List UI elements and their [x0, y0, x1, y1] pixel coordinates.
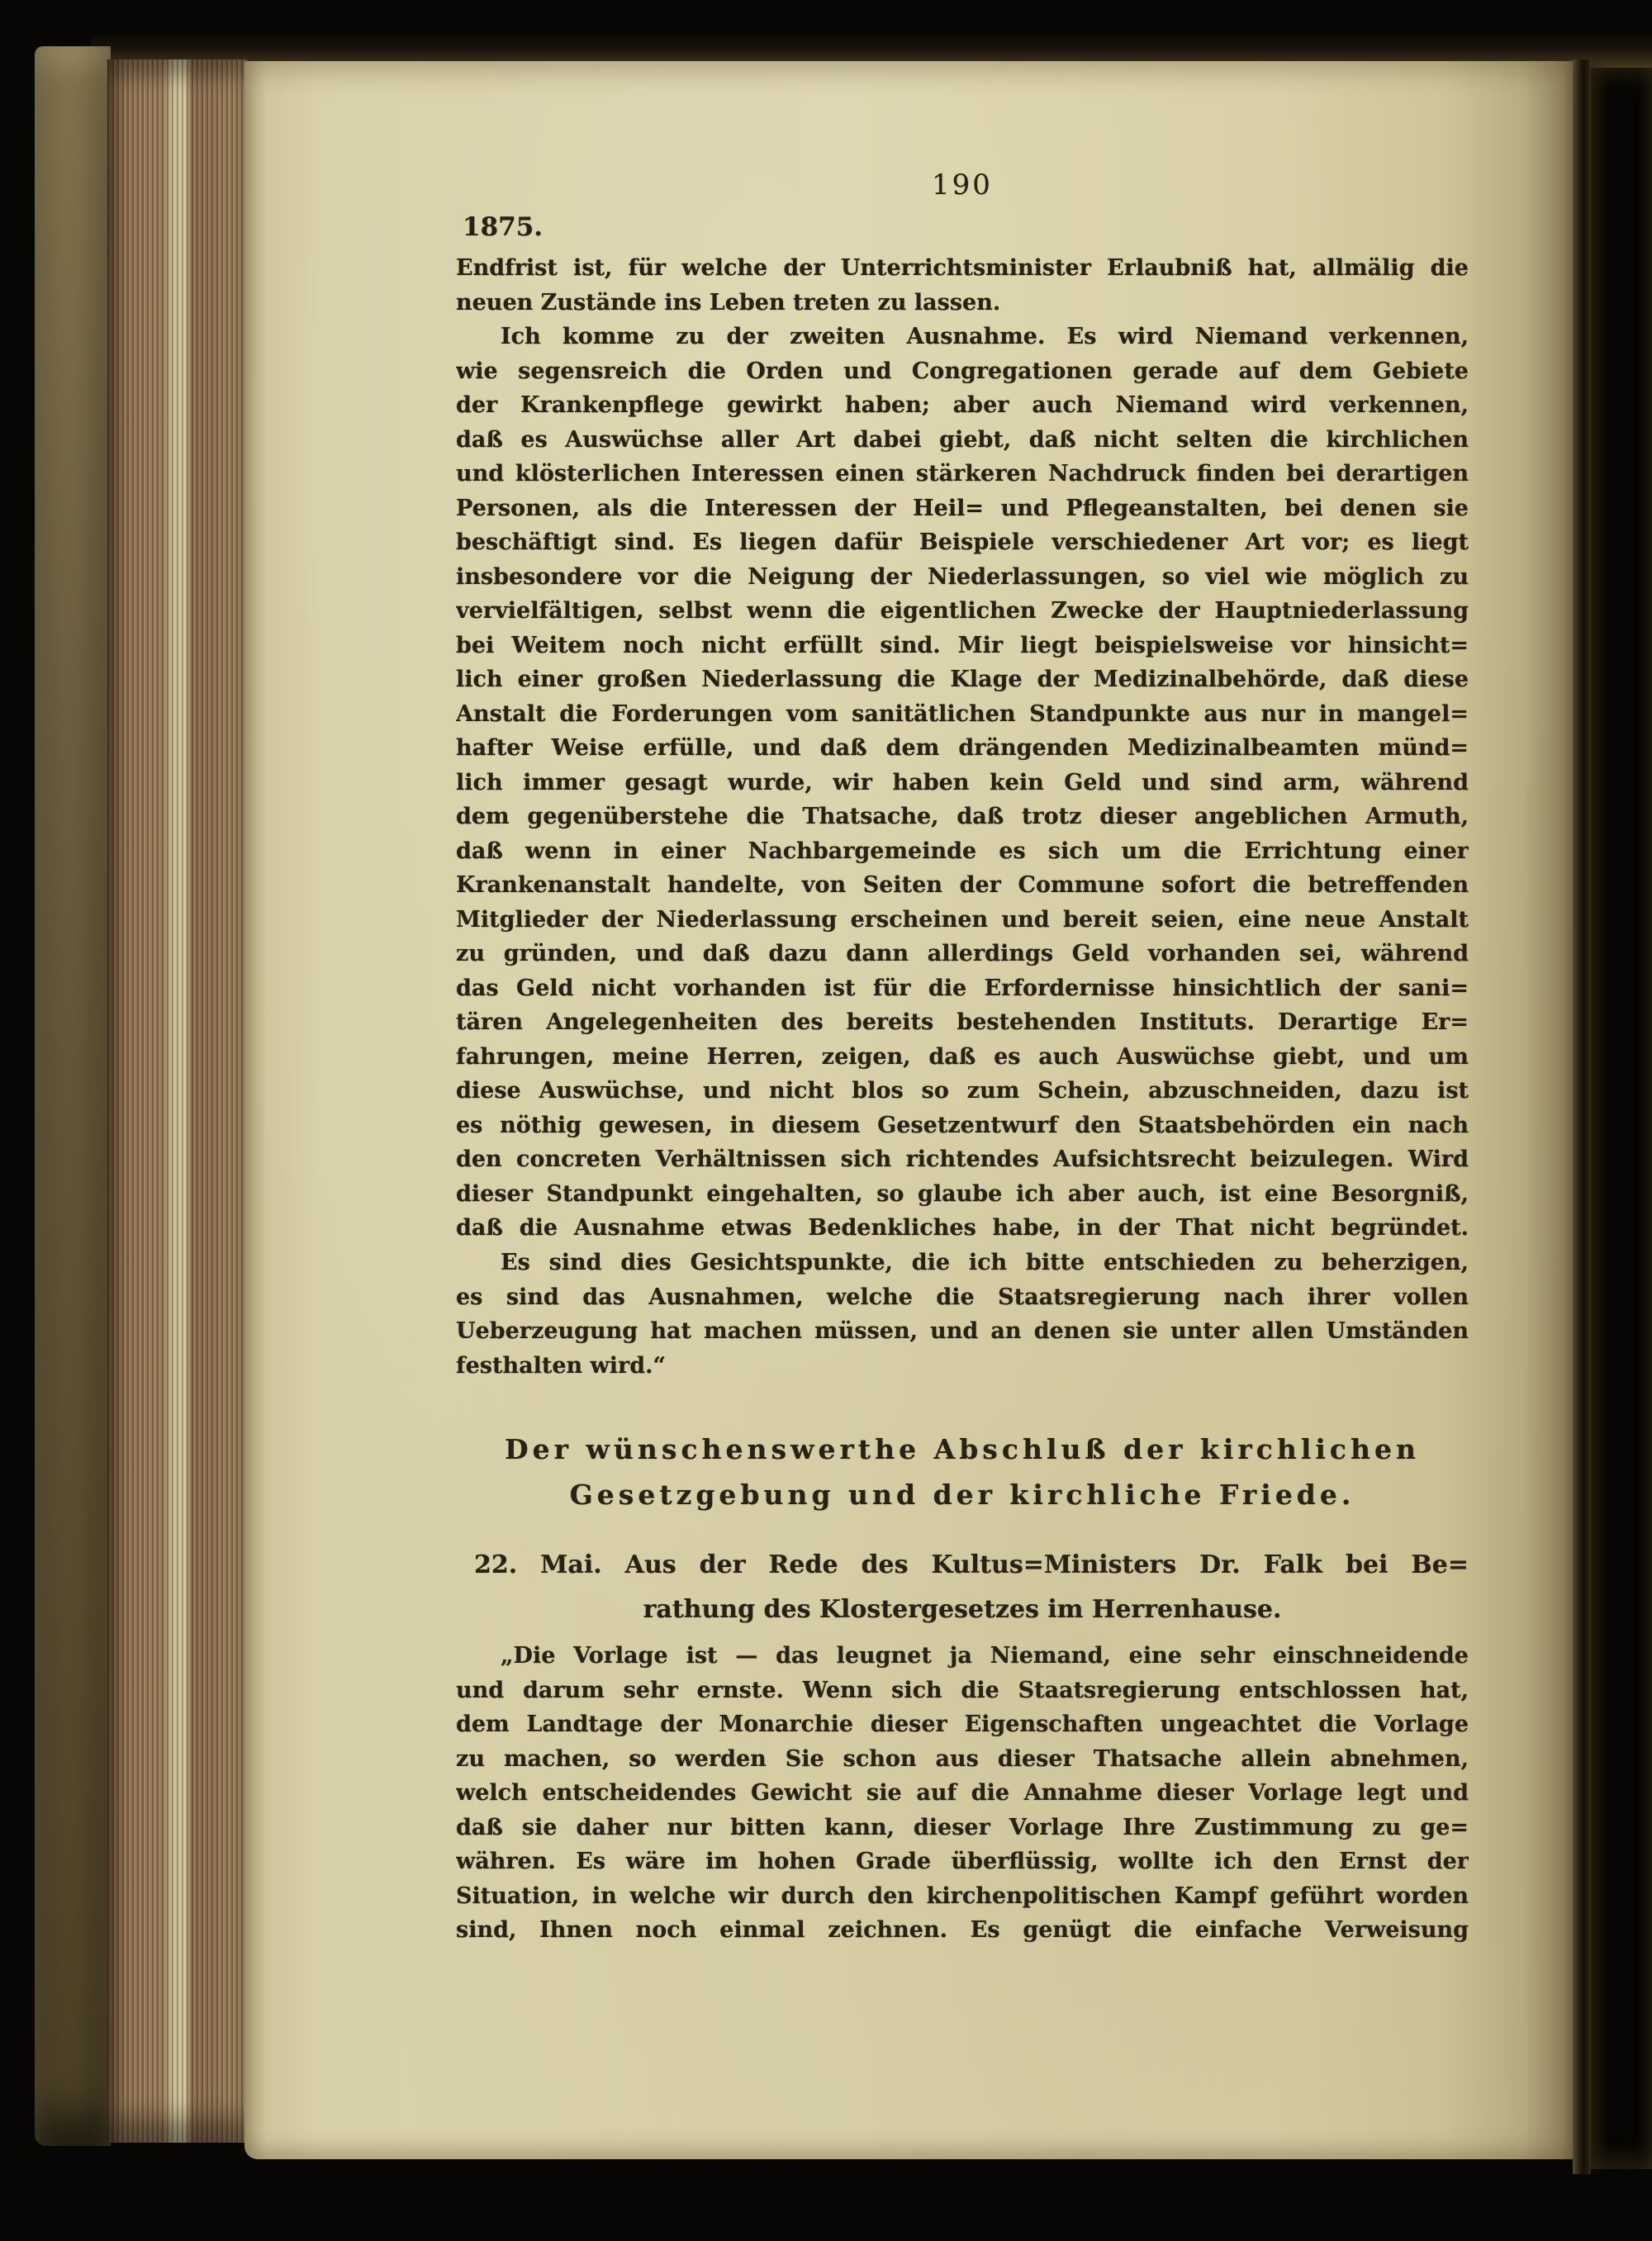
subheading-line: rathung des Klostergesetzes im Herrenhause. — [643, 1595, 1282, 1624]
text-line: Ueberzeugung hat machen müssen, und an denen sie unter allen Umständen — [456, 1318, 1469, 1344]
text-line: wie segensreich die Orden und Congregationen gerade auf dem Gebiete — [456, 358, 1469, 384]
gutter-shadow — [1573, 59, 1591, 2174]
text-line: daß sie daher nur bitten kann, dieser Vorlage Ihre Zustimmung zu ge= — [456, 1814, 1469, 1840]
text-line: zu gründen, und daß dazu dann allerdings Geld vorhanden sei, während — [456, 941, 1469, 966]
text-line: daß wenn in einer Nachbargemeinde es sich um die Errichtung einer — [456, 838, 1469, 864]
text-line: Mitglieder der Niederlassung erscheinen und bereit seien, eine neue Anstalt — [456, 906, 1469, 933]
text-line: Krankenanstalt handelte, von Seiten der Commune sofort die betreffenden — [456, 872, 1469, 898]
text-line: daß die Ausnahme etwas Bedenkliches habe, in der That nicht begründet. — [456, 1215, 1469, 1241]
text-line: insbesondere vor die Neigung der Niederlassungen, so viel wie möglich zu — [456, 563, 1469, 590]
text-line: und darum sehr ernste. Wenn sich die Staatsregierung entschlossen hat, — [456, 1677, 1469, 1703]
text-line: diese Auswüchse, und nicht blos so zum Schein, abzuschneiden, dazu ist — [456, 1078, 1469, 1104]
text-line: es nöthig gewesen, in diesem Gesetzentwurf den Staatsbehörden ein nach — [456, 1112, 1469, 1138]
text-line: lich immer gesagt wurde, wir haben kein Geld und sind arm, während — [456, 769, 1469, 795]
text-line: lich einer großen Niederlassung die Klage der Medizinalbehörde, daß diese — [456, 667, 1469, 692]
page-fore-edges — [107, 59, 248, 2143]
subsection-heading — [456, 1543, 1469, 1632]
text-line: fahrungen, meine Herren, zeigen, daß es auch Auswüchse giebt, und um — [456, 1043, 1469, 1070]
speech-paragraph — [456, 320, 1469, 1246]
book-cover-edge — [35, 46, 111, 2146]
text-line: der Krankenpflege gewirkt haben; aber auch Niemand wird verkennen, — [456, 392, 1469, 418]
text-line: und klösterlichen Interessen einen stärkeren Nachdruck finden bei derartigen — [456, 461, 1469, 487]
text-line: festhalten wird.“ — [456, 1352, 667, 1379]
heading-line: Gesetzgebung und der kirchliche Friede. — [569, 1479, 1355, 1511]
text-line: den concreten Verhältnissen sich richtendes Aufsichtsrecht beizulegen. Wird — [456, 1147, 1469, 1172]
text-line: Es sind dies Gesichtspunkte, die ich bitte entschieden zu beherzigen, — [501, 1250, 1469, 1275]
text-line: dem gegenüberstehe die Thatsache, daß trotz dieser angeblichen Armuth, — [456, 804, 1469, 829]
text-line: Situation, in welche wir durch den kirchenpolitischen Kampf geführt worden — [456, 1883, 1469, 1909]
page-number: 190 — [932, 169, 993, 202]
text-line: Personen, als die Interessen der Heil= und Pflegeanstalten, bei denen sie — [456, 495, 1469, 521]
text-line: beschäftigt sind. Es liegen dafür Beispiele verschiedener Art vor; es liegt — [456, 529, 1469, 555]
text-line: sind, Ihnen noch einmal zeichnen. Es genügt die einfache Verweisung — [456, 1917, 1469, 1943]
facing-page-edge — [1591, 61, 1652, 2169]
speech-closing-paragraph — [456, 1246, 1469, 1383]
subheading-line: 22. Mai. Aus der Rede des Kultus=Ministers Dr. Falk bei Be= — [474, 1550, 1469, 1579]
heading-line: Der wünschenswerthe Abschluß der kirchlichen — [504, 1433, 1421, 1465]
text-line: neuen Zustände ins Leben treten zu lassen. — [456, 289, 1001, 316]
text-line: Anstalt die Forderungen vom sanitätlichen Standpunkte aus nur in mangel= — [456, 700, 1469, 727]
margin-year-label: 1875. — [463, 212, 544, 242]
quote-paragraph — [456, 1639, 1469, 1948]
text-line: bei Weitem noch nicht erfüllt sind. Mir liegt beispielsweise vor hinsicht= — [456, 632, 1469, 658]
text-line: hafter Weise erfülle, und daß dem drängenden Medizinalbeamten münd= — [456, 735, 1469, 761]
text-line: es sind das Ausnahmen, welche die Staatsregierung nach ihrer vollen — [456, 1284, 1469, 1310]
paragraph-continuation — [456, 251, 1469, 320]
text-line: Ich komme zu der zweiten Ausnahme. Es wird Niemand verkennen, — [501, 324, 1469, 349]
text-line: „Die Vorlage ist — das leugnet ja Niemand, eine sehr einschneidende — [501, 1643, 1469, 1669]
text-line: daß es Auswüchse aller Art dabei giebt, daß nicht selten die kirchlichen — [456, 426, 1469, 453]
text-line: zu machen, so werden Sie schon aus dieser Thatsache allein abnehmen, — [456, 1745, 1469, 1772]
text-line: welch entscheidendes Gewicht sie auf die Annahme dieser Vorlage legt und — [456, 1780, 1469, 1806]
text-line: das Geld nicht vorhanden ist für die Erfordernisse hinsichtlich der sani= — [456, 975, 1469, 1001]
text-line: währen. Es wäre im hohen Grade überflüssig, wollte ich den Ernst der — [456, 1849, 1469, 1874]
text-line: vervielfältigen, selbst wenn die eigentlichen Zwecke der Hauptniederlassung — [456, 598, 1469, 624]
text-line: dem Landtage der Monarchie dieser Eigenschaften ungeachtet die Vorlage — [456, 1712, 1469, 1737]
text-line: dieser Standpunkt eingehalten, so glaube ich aber auch, ist eine Besorgniß, — [456, 1180, 1469, 1207]
text-line: tären Angelegenheiten des bereits bestehenden Instituts. Derartige Er= — [456, 1009, 1469, 1035]
text-line: Endfrist ist, für welche der Unterrichtsminister Erlaubniß hat, allmälig die — [456, 255, 1469, 281]
section-heading — [456, 1427, 1469, 1517]
